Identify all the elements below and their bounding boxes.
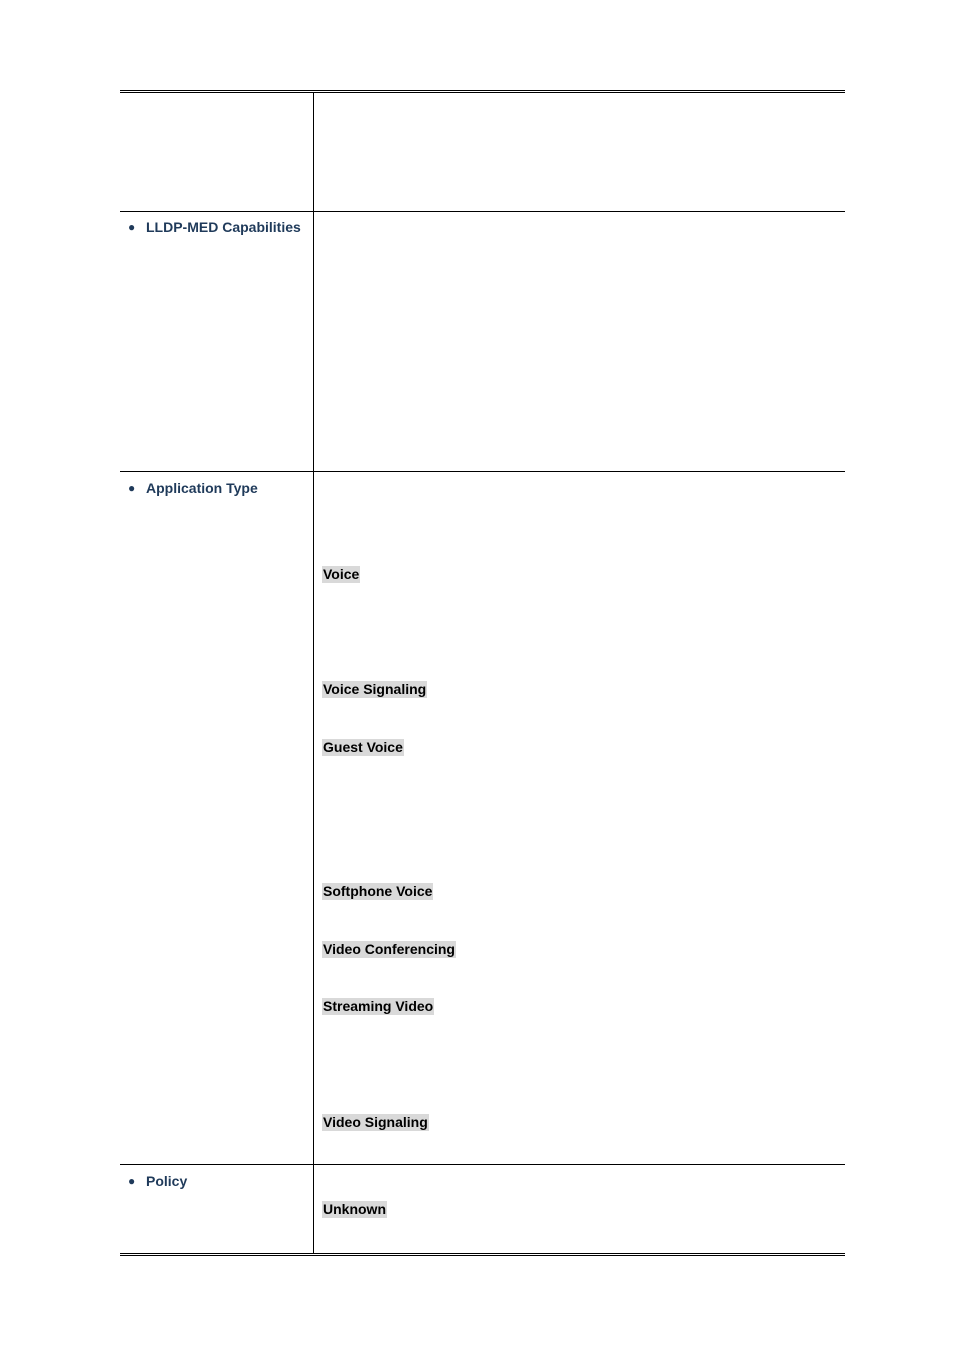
term-guest-voice: Guest Voice: [323, 739, 403, 755]
row-divider: [120, 471, 845, 472]
term-softphone-voice: Softphone Voice: [323, 883, 433, 899]
row-divider: [120, 1164, 845, 1165]
bullet-icon: ●: [128, 1174, 136, 1188]
param-label: Application Type: [146, 480, 258, 496]
column-divider: [313, 93, 314, 1253]
param-label: Policy: [146, 1173, 188, 1189]
bullet-icon: ●: [128, 220, 136, 234]
term-streaming-video: Streaming Video: [323, 998, 434, 1014]
param-label: LLDP-MED Capabilities: [146, 219, 301, 235]
term-unknown: Unknown: [323, 1201, 386, 1217]
param-application-type: [128, 474, 308, 503]
term-video-conferencing: Video Conferencing: [323, 941, 455, 957]
param-lldp-med-capabilities: [128, 213, 308, 242]
param-policy: [128, 1167, 308, 1196]
term-voice-signaling: Voice Signaling: [323, 681, 427, 697]
term-video-signaling: Video Signaling: [323, 1114, 428, 1130]
parameter-table: [120, 90, 845, 1256]
term-voice: Voice: [323, 566, 360, 582]
bullet-icon: ●: [128, 481, 136, 495]
row-divider: [120, 211, 845, 212]
